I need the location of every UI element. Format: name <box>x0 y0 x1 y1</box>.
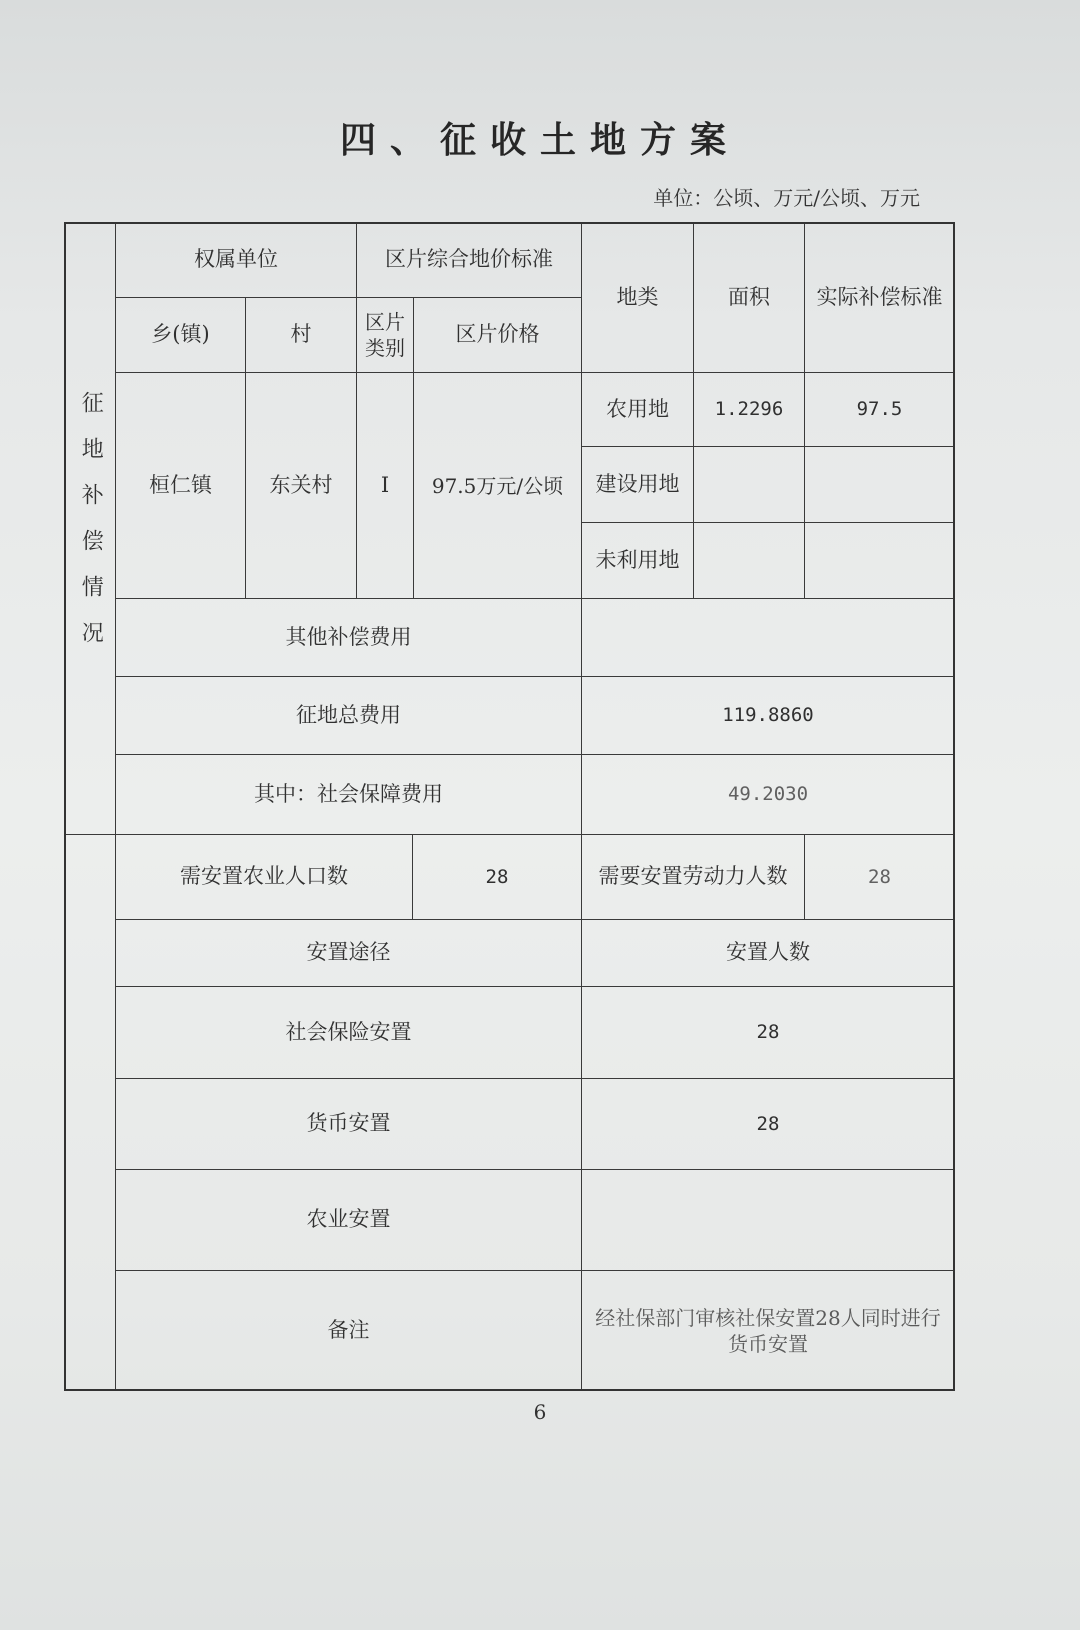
header-zone-standard: 区片综合地价标准 <box>356 222 581 297</box>
resettle-count-cell <box>581 1169 954 1270</box>
resettle-population-label: 需安置农业人口数 <box>115 834 412 919</box>
header-zone-price: 区片价格 <box>413 297 581 372</box>
resettle-labor-label: 需要安置劳动力人数 <box>581 834 804 919</box>
land-standard-cell: 97.5 <box>804 372 954 446</box>
section-label-resettlement <box>64 834 115 1390</box>
social-security-value: 49.2030 <box>581 754 954 834</box>
header-township: 乡(镇) <box>115 297 245 372</box>
land-area-cell <box>693 446 804 522</box>
resettle-labor-value: 28 <box>804 834 954 919</box>
land-type-cell: 农用地 <box>581 372 693 446</box>
zone-price-value: 97.5万元/公顷 <box>413 372 581 598</box>
resettle-count-cell: 28 <box>581 1078 954 1169</box>
social-security-label: 其中：社会保障费用 <box>115 754 581 834</box>
township-value: 桓仁镇 <box>115 372 245 598</box>
resettle-way-cell: 社会保险安置 <box>115 986 581 1078</box>
zone-category-value: I <box>356 372 413 598</box>
header-zone-category: 区片类别 <box>356 297 413 372</box>
header-actual-standard: 实际补偿标准 <box>804 222 954 372</box>
land-standard-cell <box>804 446 954 522</box>
resettle-count-cell: 28 <box>581 986 954 1078</box>
page-title: 四、征收土地方案 <box>339 120 740 161</box>
resettle-way-cell: 货币安置 <box>115 1078 581 1169</box>
header-ownership-unit: 权属单位 <box>115 222 356 297</box>
unit-note: 单位：公顷、万元/公顷、万元 <box>653 186 920 210</box>
land-type-cell: 建设用地 <box>581 446 693 522</box>
resettle-count-header: 安置人数 <box>581 919 954 986</box>
other-fees-label: 其他补偿费用 <box>115 598 581 676</box>
total-cost-label: 征地总费用 <box>115 676 581 754</box>
other-fees-value <box>581 598 954 676</box>
page-number: 6 <box>533 1400 547 1424</box>
remark-value: 经社保部门审核社保安置28人同时进行货币安置 <box>581 1270 954 1390</box>
resettle-way-header: 安置途径 <box>115 919 581 986</box>
land-area-cell <box>693 522 804 598</box>
section-label-compensation: 征地补偿情况 <box>64 222 115 834</box>
resettle-way-cell: 农业安置 <box>115 1169 581 1270</box>
total-cost-value: 119.8860 <box>581 676 954 754</box>
resettle-population-value: 28 <box>412 834 581 919</box>
land-type-cell: 未利用地 <box>581 522 693 598</box>
header-village: 村 <box>245 297 356 372</box>
header-land-type: 地类 <box>581 222 693 372</box>
remark-label: 备注 <box>115 1270 581 1390</box>
land-area-cell: 1.2296 <box>693 372 804 446</box>
village-value: 东关村 <box>245 372 356 598</box>
land-standard-cell <box>804 522 954 598</box>
header-area: 面积 <box>693 222 804 372</box>
